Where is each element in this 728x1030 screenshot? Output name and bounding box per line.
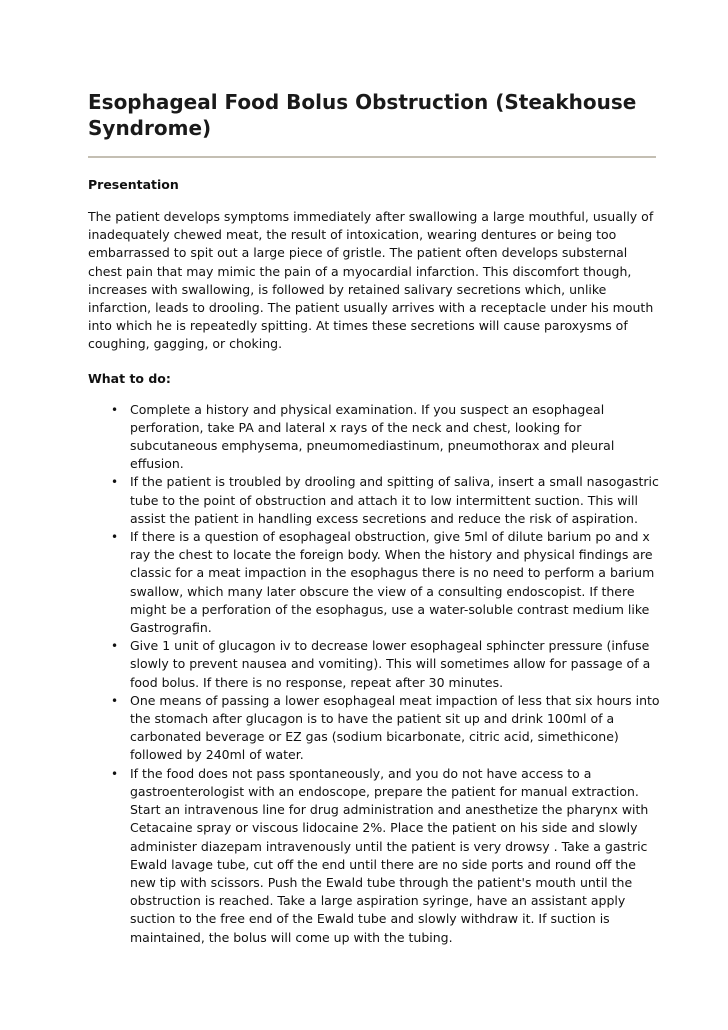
list-item-text: Give 1 unit of glucagon iv to decrease lower esophageal sphincter pressure (infuse slowly to prevent nausea and vomiting). This will sometimes allow for passage of a food bolus. If there is no response, repeat after 30 minutes. xyxy=(130,638,651,690)
list-item-text: Complete a history and physical examination. If you suspect an esophageal perforation, take PA and lateral x rays of the neck and chest, looking for subcutaneous emphysema, pneumomediastinum, pneumothorax and pleural effusion. xyxy=(130,401,615,472)
list-item xyxy=(88,637,665,692)
bullet-icon: • xyxy=(111,639,119,654)
presentation-paragraph: The patient develops symptoms immediately after swallowing a large mouthful, usually of inadequately chewed meat, the result of intoxication, wearing dentures or being too embarrassed to spit out a large piece of gristle. The patient often develops substernal chest pain that may mimic the pain of a myocardial infarction. This discomfort though, increases with swallowing, is followed by retained salivary secretions which, unlike infarction, leads to drooling. The patient usually arrives with a receptacle under his mouth into which he is repeatedly spitting. At times these secretions will cause paroxysms of coughing, gagging, or choking. xyxy=(88,209,654,352)
list-item-text: If there is a question of esophageal obstruction, give 5ml of dilute barium po and x ray the chest to locate the foreign body. When the history and physical findings are classic for a meat impaction in the esophagus there is no need to perform a barium swallow, which many later obscure the view of a consulting endoscopist. If there might be a perforation of the esophagus, use a water-soluble contrast medium like Gastrografin. xyxy=(130,529,655,636)
list-item-text: If the food does not pass spontaneously, and you do not have access to a gastroenterologist with an endoscope, prepare the patient for manual extraction. Start an intravenous line for drug administration and anesthetize the pharynx with Cetacaine spray or viscous lidocaine 2%. Place the patient on his side and slowly administer diazepam intravenously until the patient is very drowsy . Take a gastric Ewald lavage tube, cut off the end until there are no side ports and round off the new tip with scissors. Push the Ewald tube through the patient's mouth until the obstruction is reached. Take a large aspiration syringe, have an assistant apply suction to the free end of the Ewald tube and slowly withdraw it. If suction is maintained, the bolus will come up with the tubing. xyxy=(130,765,649,945)
list-item-text: One means of passing a lower esophageal meat impaction of less that six hours into the stomach after glucagon is to have the patient sit up and drink 100ml of a carbonated beverage or EZ gas (sodium bicarbonate, citric acid, simethicone) followed by 240ml of water. xyxy=(130,692,660,763)
list-item xyxy=(88,473,665,528)
list-item-text: If the patient is troubled by drooling and spitting of saliva, insert a small nasogastric tube to the point of obstruction and attach it to low intermittent suction. This will assist the patient in handling excess secretions and reduce the risk of aspiration. xyxy=(130,474,659,526)
document-page xyxy=(88,89,668,947)
list-item xyxy=(88,692,665,765)
bullet-icon: • xyxy=(111,693,119,708)
bullet-icon: • xyxy=(111,766,119,781)
what-to-do-heading: What to do: xyxy=(88,370,171,386)
bullet-icon: • xyxy=(111,530,119,545)
document-title: Esophageal Food Bolus Obstruction (Steakhouse Syndrome) xyxy=(88,90,637,140)
list-item xyxy=(88,401,665,474)
bullet-icon: • xyxy=(111,475,119,490)
bullet-icon: • xyxy=(111,402,119,417)
list-item xyxy=(88,528,665,637)
list-item xyxy=(88,765,665,947)
presentation-heading: Presentation xyxy=(88,177,179,192)
steps-list xyxy=(88,401,668,947)
title-divider xyxy=(88,156,656,158)
